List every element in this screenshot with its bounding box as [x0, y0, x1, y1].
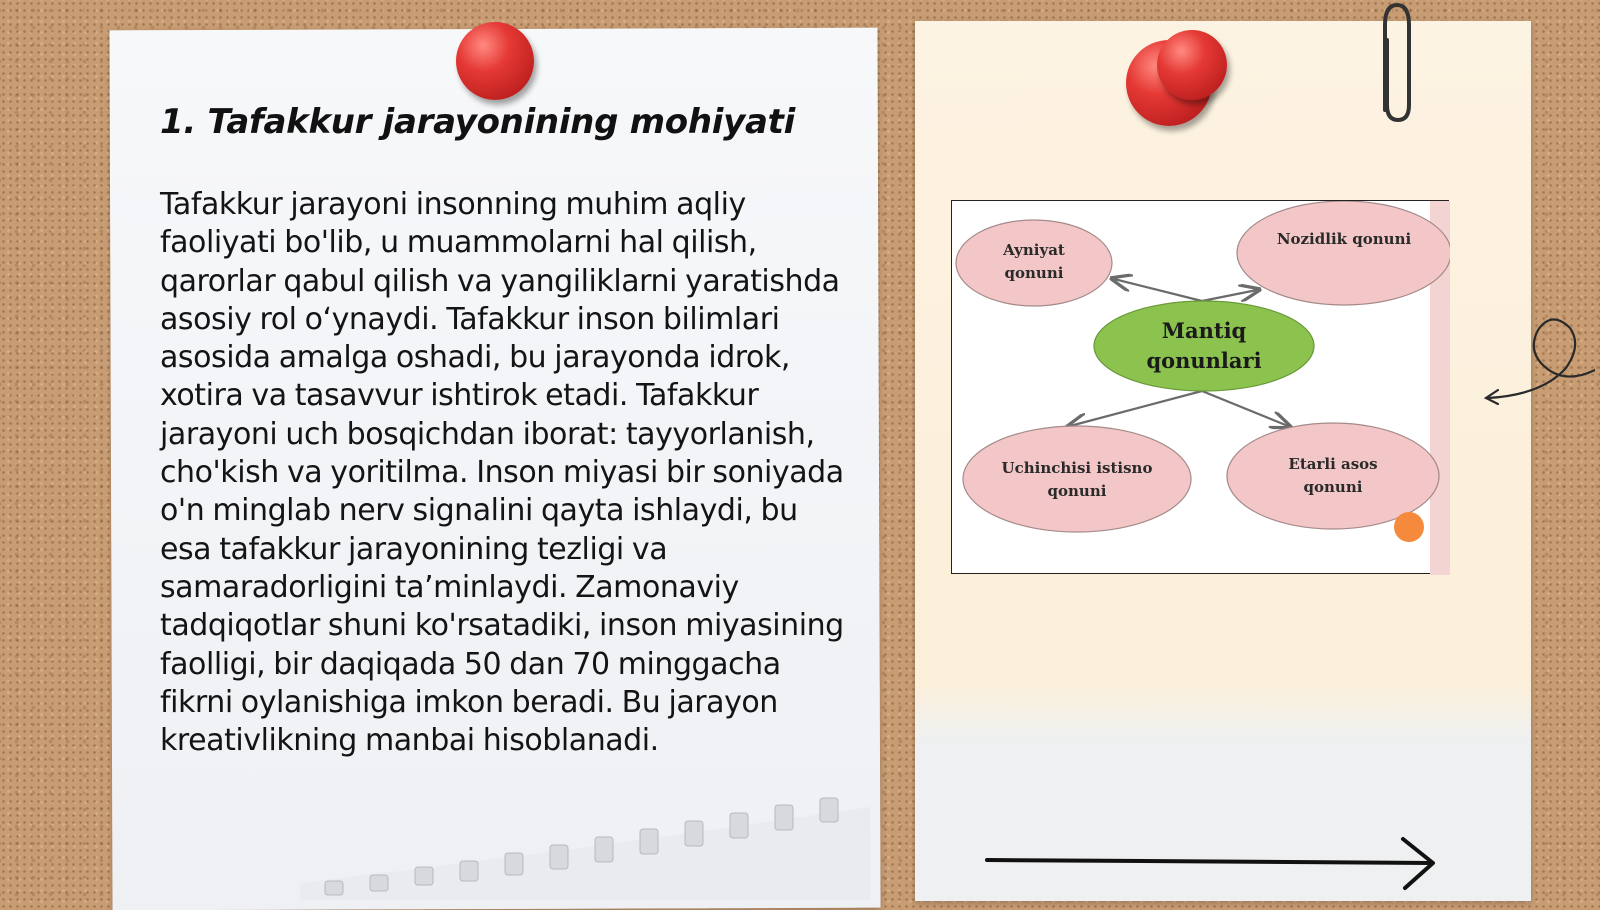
node-label-ayniyat	[954, 239, 1114, 285]
node-label-nozidlik	[1237, 228, 1451, 251]
red-pushpin-left	[456, 22, 534, 100]
paperclip-icon	[1370, 0, 1420, 125]
node-uchinchisi-line2: qonuni	[1047, 482, 1107, 500]
node-ellipse-nozidlik	[1237, 201, 1450, 305]
node-ayniyat-line1: Ayniyat	[1003, 241, 1065, 259]
center-label	[1094, 316, 1314, 376]
node-label-uchinchisi	[962, 457, 1192, 503]
red-pushpin-right-front	[1157, 30, 1227, 100]
node-etarli-line2: qonuni	[1303, 478, 1363, 496]
node-etarli-line1: Etarli asos	[1288, 455, 1378, 473]
node-nozidlik-line1: Nozidlik qonuni	[1276, 230, 1412, 248]
center-line2: qonunlari	[1146, 348, 1262, 373]
node-uchinchisi-line1: Uchinchisi istisno	[1001, 459, 1153, 477]
body-paragraph: Tafakkur jarayoni insonning muhim aqliy faoliyati bo'lib, u muammolarni hal qilish, qarorlar qabul qilish va yangiliklarni yaratishda asosiy rol o‘ynaydi. Tafakkur inson bilimlari asosida amalga oshadi, bu jarayonda idrok, xotira va tasavvur ishtirok etadi. Tafakkur jarayoni uch bosqichdan iborat: tayyorlanish, cho'kish va yoritilma. Inson miyasi bir soniyada o'n minglab nerv signalini qayta ishlaydi, bu esa tafakkur jarayonining tezligi va samaradorligini ta’minlaydi. Zamonaviy tadqiqotlar shuni ko'rsatadiki, inson miyasining faolligi, bir daqiqada 50 dan 70 minggacha fikrni oylanishiga imkon beradi. Bu jarayon kreativlikning manbai hisoblanadi.	[160, 187, 844, 759]
logic-laws-diagram	[951, 200, 1449, 574]
long-right-arrow	[985, 836, 1445, 896]
node-ayniyat-line2: qonuni	[1004, 264, 1064, 282]
torn-paper-strip	[300, 795, 870, 900]
center-line1: Mantiq	[1161, 318, 1247, 343]
orange-dot	[1394, 512, 1424, 542]
doodle-loop-arrow	[1480, 310, 1595, 410]
page-title: 1. Tafakkur jarayonining mohiyati	[160, 102, 795, 142]
node-label-etarli	[1227, 453, 1439, 499]
